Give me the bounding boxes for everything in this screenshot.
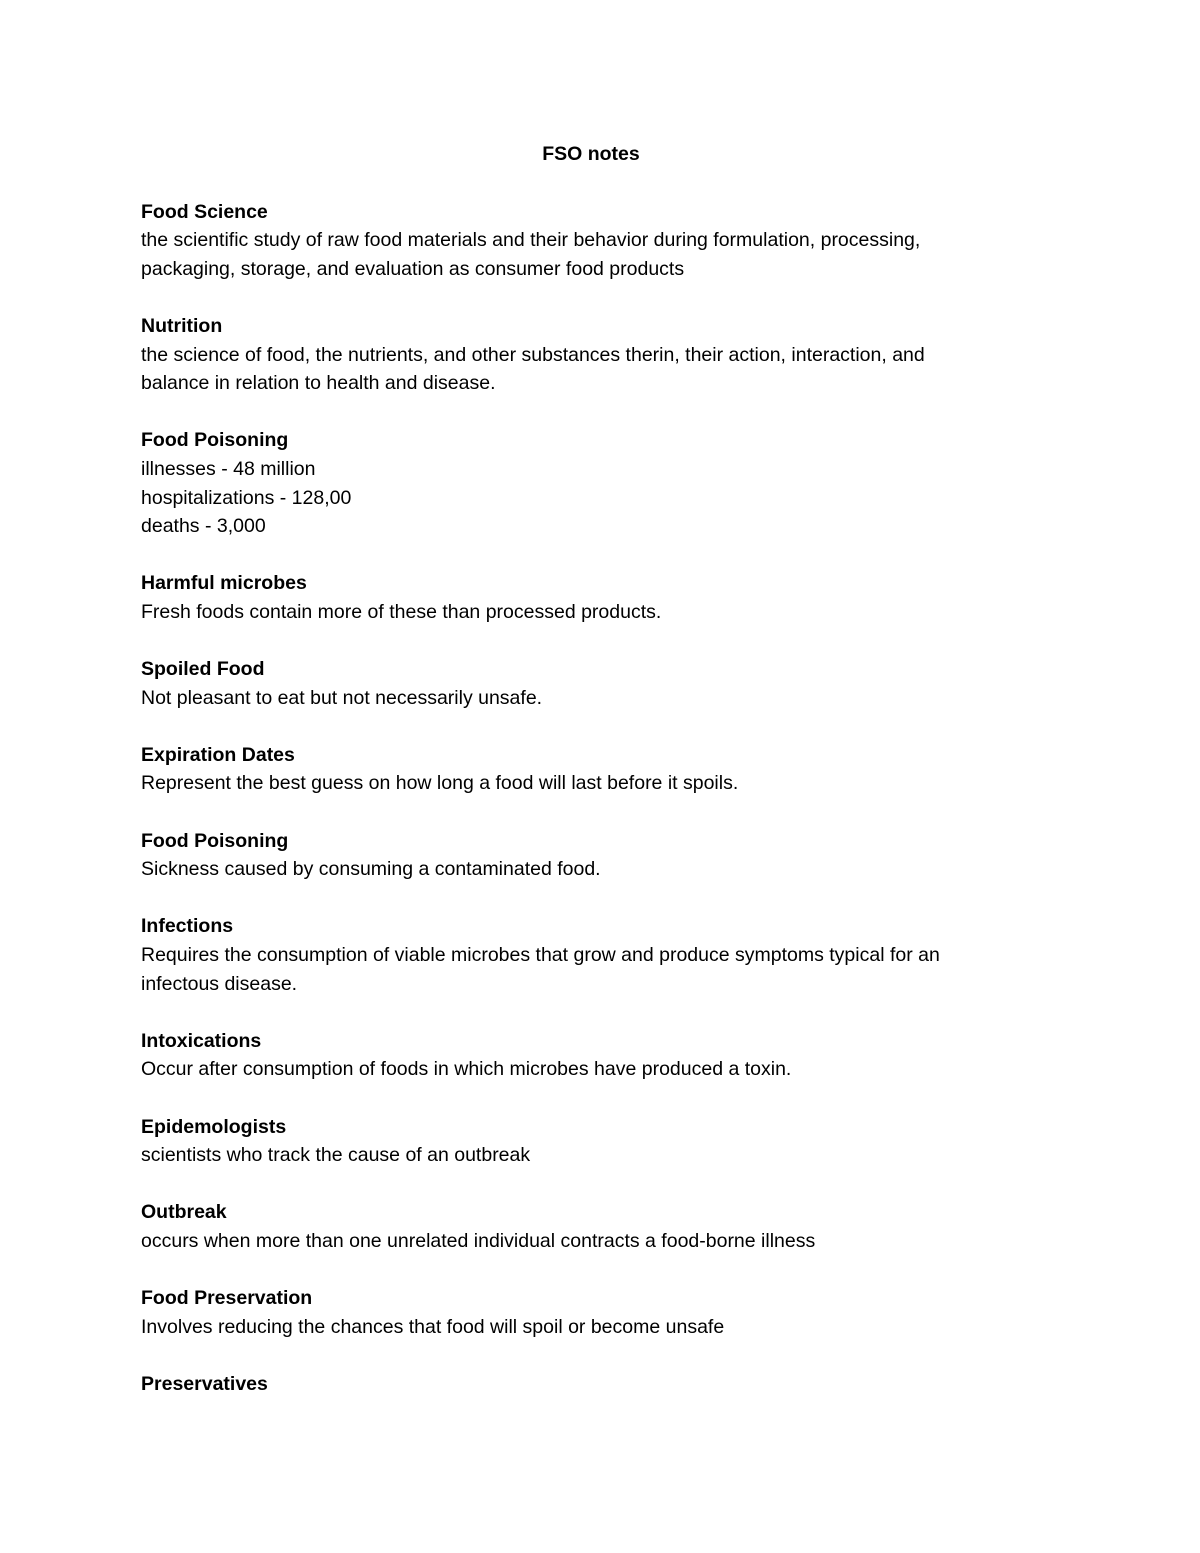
entry-preservatives [141,1370,1041,1399]
page-title: FSO notes [542,143,640,165]
definition-line: scientists who track the cause of an outbreak [141,1144,531,1167]
term-heading: Nutrition [141,314,223,337]
definition-line: Fresh foods contain more of these than processed products. [141,600,662,623]
definition-line: packaging, storage, and evaluation as consumer food products [141,257,685,280]
definition-line: the science of food, the nutrients, and other substances therin, their action, interaction, and [141,343,925,366]
stat-line: hospitalizations - 128,00 [141,486,352,509]
definition-line: Sickness caused by consuming a contaminated food. [141,858,601,881]
definition-line: Involves reducing the chances that food will spoil or become unsafe [141,1315,725,1338]
definition-line: Represent the best guess on how long a food will last before it spoils. [141,772,739,795]
entry-food-poisoning-stats [141,426,1041,540]
term-heading: Intoxications [141,1029,262,1052]
entry-nutrition [141,312,1041,398]
entry-food-preservation [141,1284,1041,1341]
definition-line: Requires the consumption of viable microbes that grow and produce symptoms typical for an [141,944,940,967]
term-heading: Food Science [141,200,268,223]
term-heading: Outbreak [141,1201,227,1224]
term-heading: Food Poisoning [141,829,289,852]
definition-line: balance in relation to health and disease. [141,372,496,395]
term-heading: Expiration Dates [141,743,295,766]
term-heading: Food Preservation [141,1287,313,1310]
definition-line: the scientific study of raw food materials and their behavior during formulation, processing, [141,229,921,252]
term-heading: Spoiled Food [141,658,265,681]
entry-intoxications [141,1027,1041,1084]
definition-line: Not pleasant to eat but not necessarily unsafe. [141,686,543,709]
definition-line: infectous disease. [141,972,298,995]
entry-outbreak [141,1198,1041,1255]
term-heading: Epidemologists [141,1115,287,1138]
term-heading: Food Poisoning [141,429,289,452]
entry-expiration-dates [141,741,1041,798]
definition-line: occurs when more than one unrelated individual contracts a food-borne illness [141,1229,816,1252]
stat-line: deaths - 3,000 [141,515,266,538]
entry-epidemologists [141,1113,1041,1170]
document-page [141,140,1041,1427]
stat-line: illnesses - 48 million [141,457,316,480]
term-heading: Infections [141,915,234,938]
entry-spoiled-food [141,655,1041,712]
entry-food-poisoning-definition [141,827,1041,884]
term-heading: Preservatives [141,1372,268,1395]
definition-line: Occur after consumption of foods in which microbes have produced a toxin. [141,1058,792,1081]
entry-harmful-microbes [141,569,1041,626]
entry-food-science [141,198,1041,284]
entry-infections [141,912,1041,998]
term-heading: Harmful microbes [141,572,307,595]
